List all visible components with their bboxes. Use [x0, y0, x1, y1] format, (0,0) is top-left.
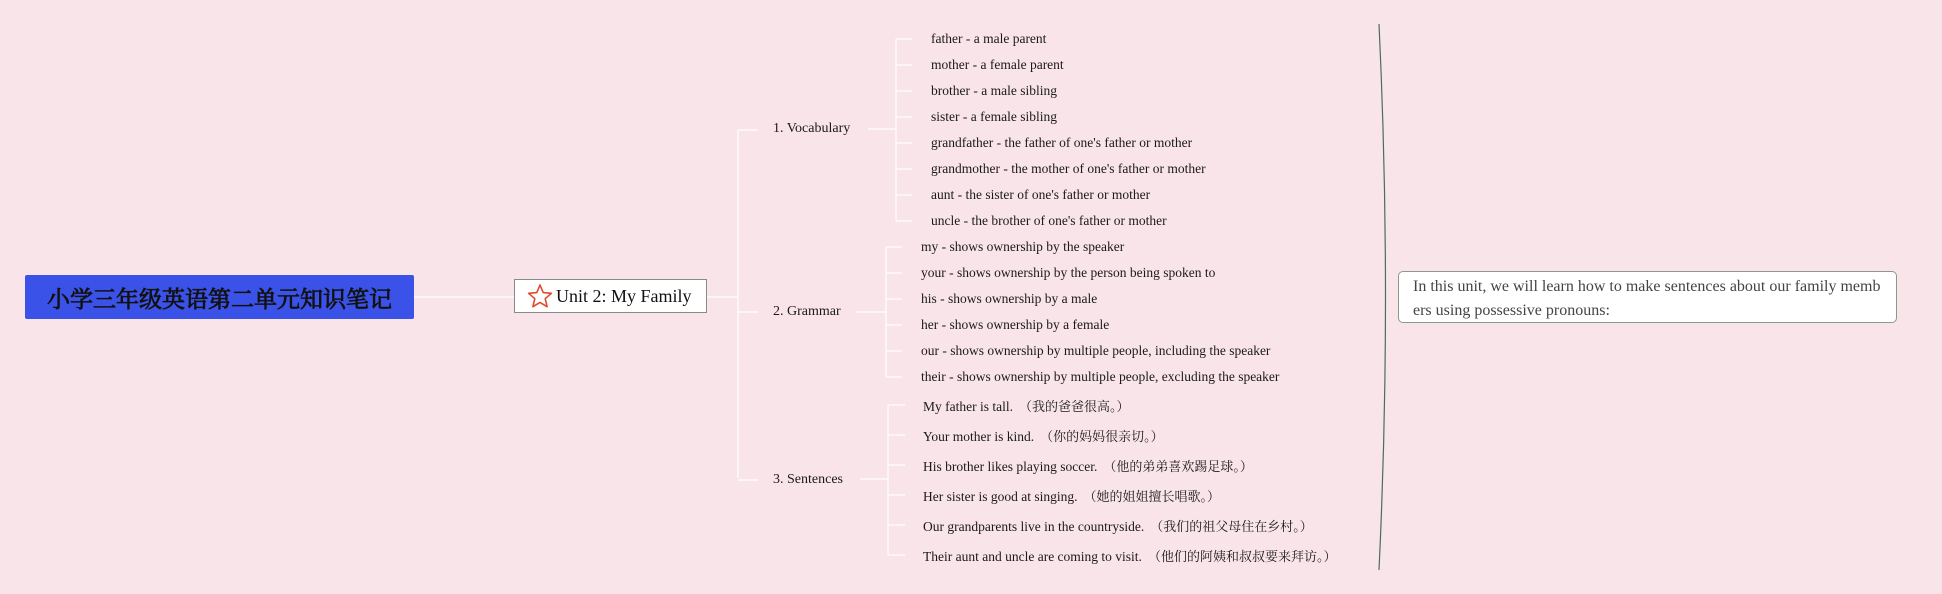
root-topic[interactable] — [25, 275, 414, 319]
sentence-item[interactable] — [923, 546, 1336, 565]
sentence-item[interactable] — [923, 396, 1130, 415]
sentence-en: Your mother is kind. — [923, 429, 1035, 444]
grammar-item[interactable]: their - shows ownership by multiple people, excluding the speaker — [921, 369, 1280, 384]
vocabulary-item[interactable]: grandfather - the father of one's father or mother — [931, 135, 1193, 150]
grammar-item[interactable]: her - shows ownership by a female — [921, 317, 1110, 332]
sentence-item[interactable] — [923, 516, 1313, 535]
grammar-item[interactable]: your - shows ownership by the person being spoken to — [921, 265, 1216, 280]
sentence-cn: （他的弟弟喜欢踢足球。） — [1103, 460, 1253, 475]
grammar-item[interactable]: his - shows ownership by a male — [921, 291, 1098, 306]
vocabulary-item[interactable]: aunt - the sister of one's father or mother — [931, 187, 1151, 202]
sentence-cn: （她的姐姐擅长唱歌。） — [1083, 490, 1221, 505]
sentence-item[interactable] — [923, 426, 1164, 445]
sentence-cn: （他们的阿姨和叔叔要来拜访。） — [1147, 550, 1337, 565]
sentence-item[interactable] — [923, 486, 1220, 505]
root-title: 小学三年级英语第二单元知识笔记 — [47, 286, 392, 313]
sentence-item[interactable] — [923, 456, 1253, 475]
sentence-en: Their aunt and uncle are coming to visit. — [923, 549, 1142, 564]
summary-note[interactable] — [1398, 271, 1897, 323]
sentence-cn: （你的妈妈很亲切。） — [1040, 430, 1164, 445]
vocabulary-item[interactable]: mother - a female parent — [931, 57, 1064, 72]
unit-title: Unit 2: My Family — [556, 285, 692, 306]
section-grammar[interactable]: 2. Grammar — [773, 304, 841, 319]
grammar-item[interactable]: my - shows ownership by the speaker — [921, 239, 1125, 254]
vocabulary-item[interactable]: grandmother - the mother of one's father or mother — [931, 161, 1206, 176]
section-vocabulary[interactable]: 1. Vocabulary — [773, 121, 851, 136]
vocabulary-item[interactable]: brother - a male sibling — [931, 83, 1057, 98]
summary-text: In this unit, we will learn how to make sentences about our family members using possessive pronouns: — [1413, 278, 1881, 319]
sentence-cn: （我们的祖父母住在乡村。） — [1150, 520, 1313, 535]
sentence-en: His brother likes playing soccer. — [923, 459, 1098, 474]
vocabulary-item[interactable]: father - a male parent — [931, 31, 1047, 46]
star-icon — [527, 283, 553, 309]
unit-topic[interactable] — [514, 279, 707, 313]
section-sentences[interactable]: 3. Sentences — [773, 472, 843, 487]
sentence-en: Our grandparents live in the countryside. — [923, 519, 1145, 534]
sentence-cn: （我的爸爸很高。） — [1018, 400, 1130, 415]
grammar-item[interactable]: our - shows ownership by multiple people, including the speaker — [921, 343, 1271, 358]
sentence-en: My father is tall. — [923, 399, 1013, 414]
vocabulary-item[interactable]: uncle - the brother of one's father or mother — [931, 213, 1167, 228]
vocabulary-item[interactable]: sister - a female sibling — [931, 109, 1057, 124]
sentence-en: Her sister is good at singing. — [923, 489, 1078, 504]
